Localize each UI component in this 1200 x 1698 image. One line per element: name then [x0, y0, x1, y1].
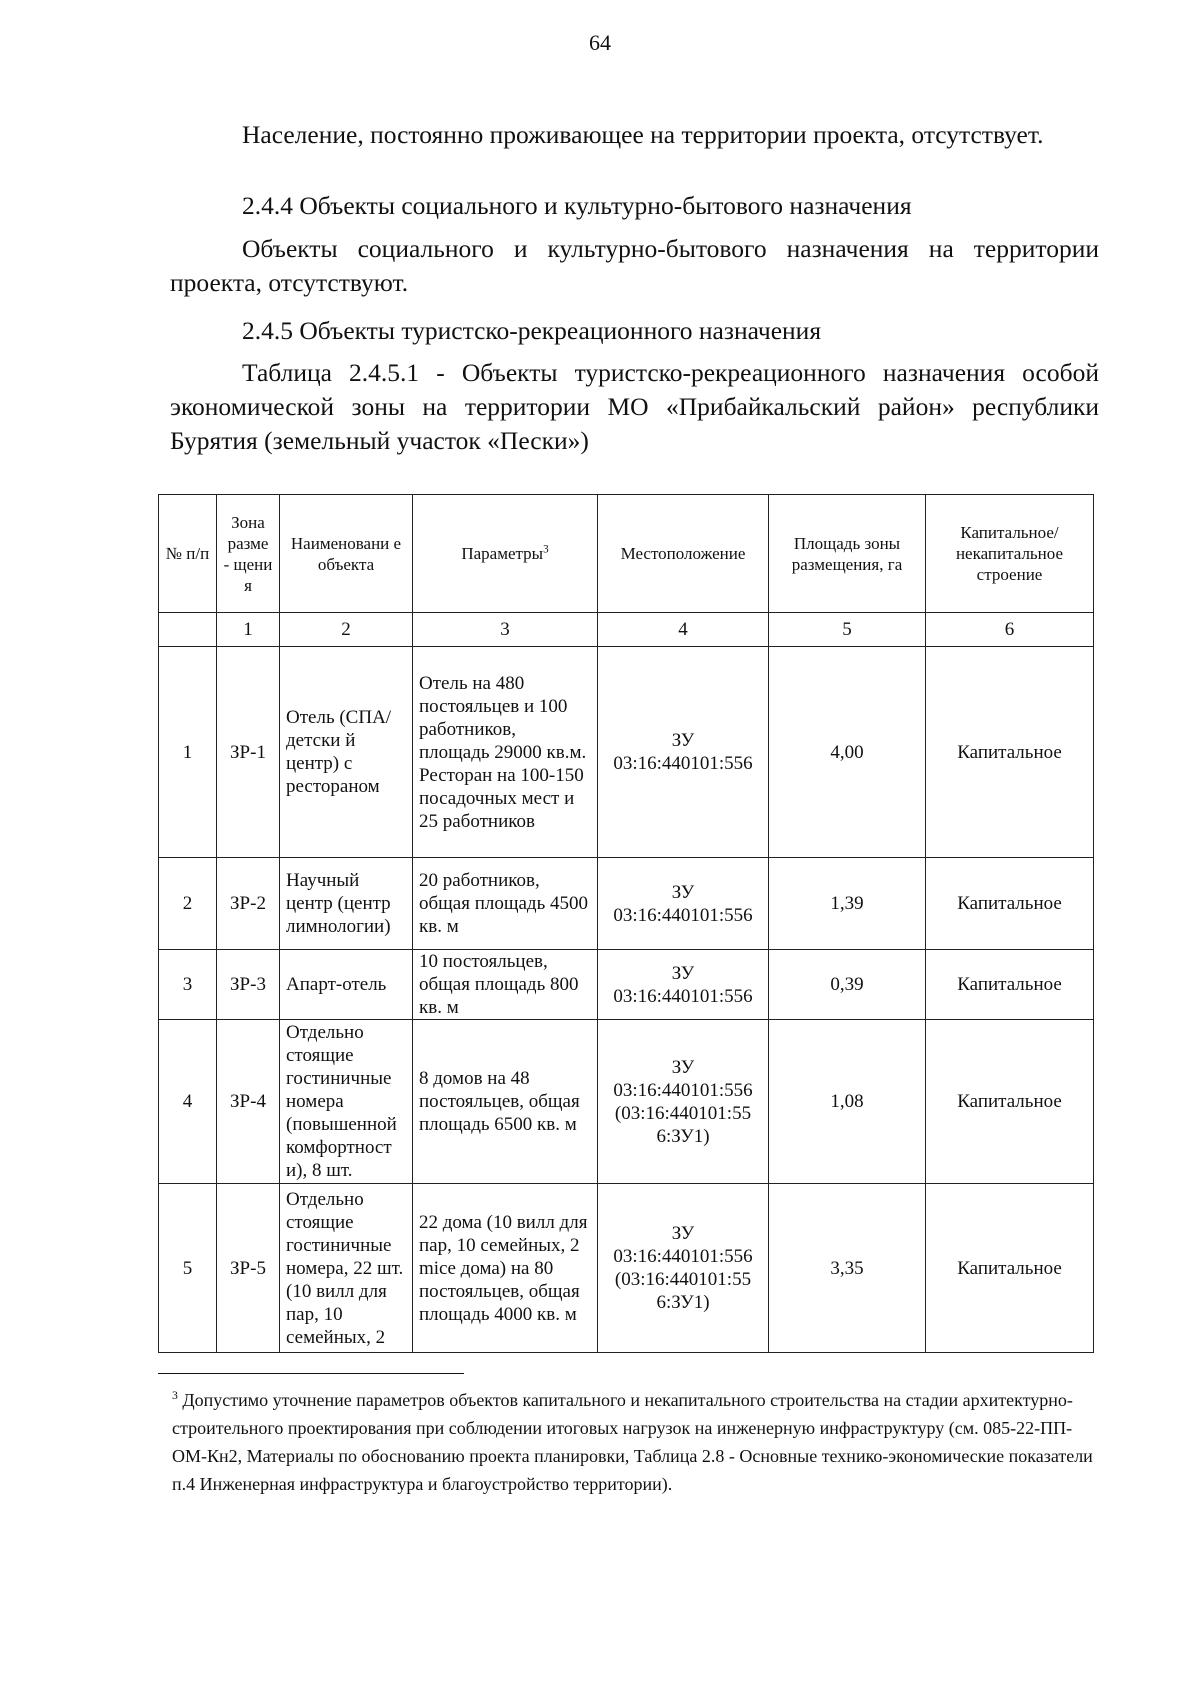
- table-caption-text: Таблица 2.4.5.1 - Объекты туристско-рекреационного назначения особой экономической зоны на территории МО «Прибайкальский район» республики Бурятия (земельный участок «Пески»): [170, 358, 1099, 455]
- object-location: ЗУ 03:16:440101:556: [598, 647, 769, 858]
- column-number: 4: [598, 613, 769, 647]
- object-name: Научный центр (центр лимнологии): [280, 858, 413, 950]
- zone-area: 4,00: [769, 647, 926, 858]
- construction-type: Капитальное: [926, 950, 1094, 1020]
- zone-code: ЗР-3: [217, 950, 280, 1020]
- object-location: ЗУ 03:16:440101:556 (03:16:440101:55 6:ЗУ1): [598, 1020, 769, 1184]
- row-number: 2: [159, 858, 217, 950]
- construction-type: Капитальное: [926, 1020, 1094, 1184]
- footnote-text: Допустимо уточнение параметров объектов капитального и некапитального строительства на стадии архитектурно-строительного проектирования при соблюдении итоговых нагрузок на инженерную инфраструктуру (см. 085-22-ПП-ОМ-Кн2, Материалы по обоснованию проекта планировки, Таблица 2.8 - Основные технико-экономические показатели п.4 Инженерная инфраструктура и благоустройство территории).: [172, 1390, 1093, 1494]
- column-number: 5: [769, 613, 926, 647]
- table-row: [159, 1020, 1094, 1184]
- footnote: [172, 1386, 1102, 1498]
- header-location: Местоположение: [598, 495, 769, 613]
- footnote-reference: 3: [543, 543, 549, 556]
- table-row: [159, 950, 1094, 1020]
- column-number: 1: [217, 613, 280, 647]
- section-heading-2-4-5: 2.4.5 Объекты туристско-рекреационного назначения: [242, 316, 822, 345]
- footnote-separator: [158, 1373, 464, 1374]
- object-location: ЗУ 03:16:440101:556: [598, 950, 769, 1020]
- object-name: Отдельно стоящие гостиничные номера, 22 шт. (10 вилл для пар, 10 семейных, 2: [280, 1184, 413, 1353]
- object-location: ЗУ 03:16:440101:556 (03:16:440101:55 6:ЗУ1): [598, 1184, 769, 1353]
- zone-code: ЗР-4: [217, 1020, 280, 1184]
- header-number: № п/п: [159, 495, 217, 613]
- header-parameters-label: Параметры: [461, 544, 544, 563]
- zone-area: 3,35: [769, 1184, 926, 1353]
- section-heading-2-4-4: 2.4.4 Объекты социального и культурно-бытового назначения: [242, 191, 912, 220]
- column-number: 2: [280, 613, 413, 647]
- column-number-row: [159, 613, 1094, 647]
- object-parameters: 22 дома (10 вилл для пар, 10 семейных, 2 mice дома) на 80 постояльцев, общая площадь 4000 кв. м: [413, 1184, 598, 1353]
- table-row: [159, 858, 1094, 950]
- footnote-mark: 3: [172, 1389, 178, 1402]
- object-name: Апарт-отель: [280, 950, 413, 1020]
- zone-code: ЗР-5: [217, 1184, 280, 1353]
- row-number: 5: [159, 1184, 217, 1353]
- table-row: [159, 647, 1094, 858]
- page-number: 64: [589, 30, 611, 55]
- header-object-name: Наименовани е объекта: [280, 495, 413, 613]
- row-number: 4: [159, 1020, 217, 1184]
- column-number: 6: [926, 613, 1094, 647]
- zone-area: 1,08: [769, 1020, 926, 1184]
- zone-area: 0,39: [769, 950, 926, 1020]
- construction-type: Капитальное: [926, 858, 1094, 950]
- intro-paragraph-text: Население, постоянно проживающее на территории проекта, отсутствует.: [242, 120, 1044, 149]
- object-name: Отдельно стоящие гостиничные номера (повышенной комфортност и), 8 шт.: [280, 1020, 413, 1184]
- header-zone: Зона разме - щени я: [217, 495, 280, 613]
- object-parameters: 8 домов на 48 постояльцев, общая площадь 6500 кв. м: [413, 1020, 598, 1184]
- zone-code: ЗР-2: [217, 858, 280, 950]
- section-2-4-4-body: [170, 232, 1099, 300]
- column-number: [159, 613, 217, 647]
- object-parameters: 20 работников, общая площадь 4500 кв. м: [413, 858, 598, 950]
- header-construction-type: Капитальное/ некапитальное строение: [926, 495, 1094, 613]
- construction-type: Капитальное: [926, 647, 1094, 858]
- row-number: 3: [159, 950, 217, 1020]
- table-header-row: [159, 495, 1094, 613]
- section-2-4-4-body-text: Объекты социального и культурно-бытового назначения на территории проекта, отсутствуют.: [170, 234, 1099, 297]
- row-number: 1: [159, 647, 217, 858]
- object-location: ЗУ 03:16:440101:556: [598, 858, 769, 950]
- header-area: Площадь зоны размещения, га: [769, 495, 926, 613]
- object-parameters: 10 постояльцев, общая площадь 800 кв. м: [413, 950, 598, 1020]
- column-number: 3: [413, 613, 598, 647]
- object-parameters: Отель на 480 постояльцев и 100 работников, площадь 29000 кв.м. Ресторан на 100-150 посадочных мест и 25 работников: [413, 647, 598, 858]
- header-parameters: [413, 495, 598, 613]
- table-caption: [170, 356, 1099, 458]
- intro-paragraph: [170, 118, 1099, 152]
- construction-type: Капитальное: [926, 1184, 1094, 1353]
- object-name: Отель (СПА/детски й центр) с рестораном: [280, 647, 413, 858]
- zone-area: 1,39: [769, 858, 926, 950]
- zone-code: ЗР-1: [217, 647, 280, 858]
- table-row: [159, 1184, 1094, 1353]
- tourism-objects-table: [158, 494, 1094, 1353]
